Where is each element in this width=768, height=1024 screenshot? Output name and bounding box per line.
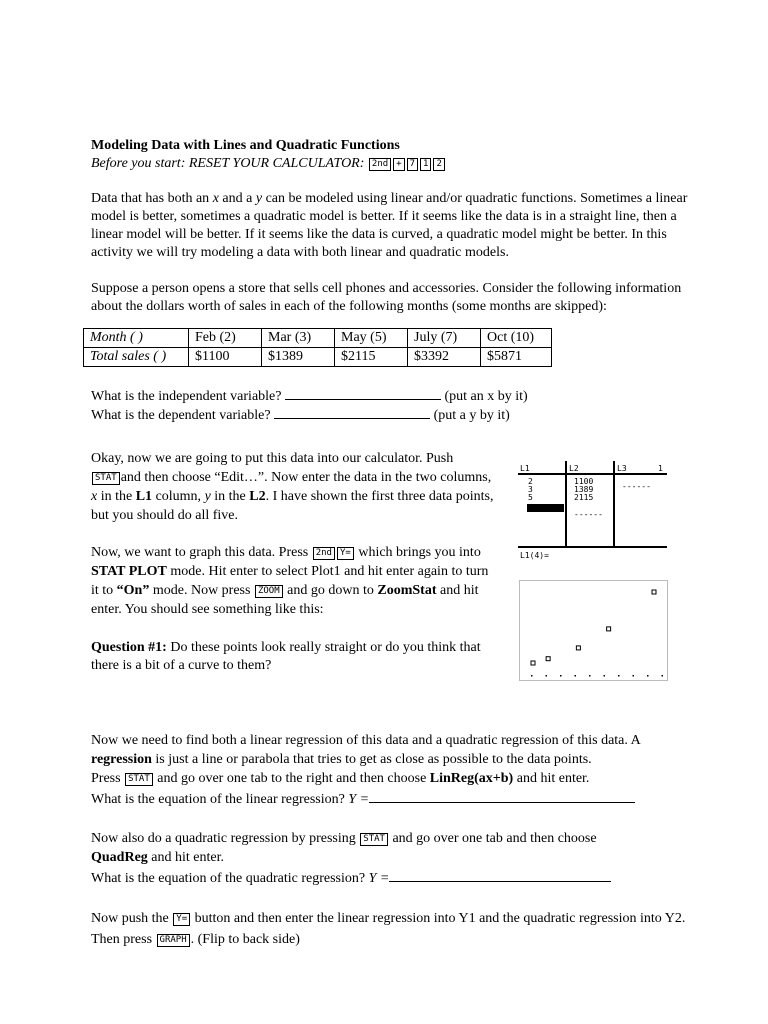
key-graph: GRAPH (157, 934, 190, 947)
key-stat: STAT (92, 472, 120, 485)
sales-cell: $1389 (262, 348, 335, 367)
key-7: 7 (407, 158, 418, 171)
scatter-plot-svg (519, 580, 668, 681)
axis-tick (662, 675, 664, 677)
month-cell: Mar (3) (262, 329, 335, 348)
scenario-paragraph: Suppose a person opens a store that sells cell phones and accessories. Consider the following information about the dollars worth of sales in each of the following months (some months are skipped): (91, 281, 682, 314)
month-cell: May (5) (335, 329, 408, 348)
month-label: Month ( ) (84, 329, 189, 348)
header-index: 1 (658, 464, 663, 473)
key-stat: STAT (125, 773, 153, 786)
key-zoom: ZOOM (255, 585, 283, 598)
sales-label: Total sales ( ) (84, 348, 189, 367)
cursor-cell (527, 504, 564, 512)
l2-value: 2115 (574, 493, 594, 502)
variable-questions (91, 387, 691, 425)
month-cell: July (7) (408, 329, 481, 348)
axis-tick (531, 675, 533, 677)
month-cell: Feb (2) (189, 329, 262, 348)
key-2nd: 2nd (369, 158, 391, 171)
axis-tick (575, 675, 577, 677)
axis-tick (633, 675, 635, 677)
intro-paragraph: Data that has both an x and a y can be modeled using linear and/or quadratic functions. Sometimes a linear model is better, sometimes a quadratic model is better. If it seems like the data is in a straight line, then a linear model will be better. If it seems like the data is curved, a quadratic model might be better. In this activity we will try modeling a data with both linear and quadratic models. (91, 191, 688, 260)
reset-instruction (91, 155, 691, 173)
sales-table (83, 328, 552, 367)
key-1: 1 (420, 158, 431, 171)
status-line: L1(4)= (520, 551, 549, 560)
l2-value: 1100 (574, 477, 594, 486)
table-row (84, 329, 552, 348)
quadratic-paragraph: Now also do a quadratic regression by pressing STAT and go over one tab and then choose QuadReg and hit enter. What is the equation of the quadratic regression? Y = (91, 829, 691, 888)
sales-cell: $3392 (408, 348, 481, 367)
dependent-blank[interactable] (274, 406, 430, 419)
final-paragraph: Now push the Y= button and then enter the linear regression into Y1 and the quadratic regression into Y2. Then press GRAPH . (Flip to back side) (91, 911, 686, 947)
page-title: Modeling Data with Lines and Quadratic Functions (91, 138, 400, 153)
sales-cell: $5871 (481, 348, 552, 367)
list-editor-svg (518, 461, 667, 561)
left-column (91, 449, 496, 675)
key-2: 2 (433, 158, 444, 171)
calculator-plot-screen (519, 580, 668, 681)
l1-value: 3 (528, 485, 533, 494)
quadratic-regression-blank[interactable] (389, 867, 611, 882)
linear-regression-blank[interactable] (369, 788, 635, 803)
axis-tick (618, 675, 620, 677)
regression-paragraph: Now we need to find both a linear regression of this data and a quadratic regression of this data. A regression is just a line or parabola that tries to get as close as possible to the data points. Press STAT and go over one tab to the right and then choose LinReg(ax+b) and hit enter. What is the equation of the linear regression? Y = (91, 733, 640, 807)
reset-text: Before you start: RESET YOUR CALCULATOR: (91, 156, 368, 171)
l2-placeholder: ------ (574, 510, 603, 519)
calculator-list-screen (518, 461, 667, 561)
key-y-equals: Y= (337, 547, 354, 560)
table-row (84, 348, 552, 367)
enter-data-paragraph: Okay, now we are going to put this data into our calculator. Push STAT and then choose “Edit…”. Now enter the data in the two columns, x in the L1 column, y in the L2. I have shown the first three data points, but you should do all five. (91, 451, 494, 523)
dependent-question: What is the dependent variable? (put a y by it) (91, 408, 510, 423)
question-1: Question #1: Do these points look really straight or do you think that there is a bit of a curve to them? (91, 640, 481, 673)
graph-paragraph: Now, we want to graph this data. Press 2nd Y= which brings you into STAT PLOT mode. Hit enter to select Plot1 and hit enter again to turn it to “On” mode. Now press ZOOM and go down to ZoomStat and hit enter. You should see something like this: (91, 545, 489, 617)
key-plus: + (393, 158, 404, 171)
l2-value: 1389 (574, 485, 594, 494)
axis-tick (546, 675, 548, 677)
l1-value: 5 (528, 493, 533, 502)
axis-tick (589, 675, 591, 677)
header-l2: L2 (569, 464, 579, 473)
sales-cell: $2115 (335, 348, 408, 367)
header-l3: L3 (617, 464, 627, 473)
independent-question: What is the independent variable? (put an x by it) (91, 389, 528, 404)
key-2nd: 2nd (313, 547, 335, 560)
header-l1: L1 (520, 464, 530, 473)
month-cell: Oct (10) (481, 329, 552, 348)
axis-tick (647, 675, 649, 677)
key-stat: STAT (360, 833, 388, 846)
l1-value: 2 (528, 477, 533, 486)
l3-placeholder: ------ (622, 482, 651, 491)
independent-blank[interactable] (285, 387, 441, 400)
axis-tick (604, 675, 606, 677)
axis-tick (560, 675, 562, 677)
sales-cell: $1100 (189, 348, 262, 367)
key-y-equals: Y= (173, 913, 190, 926)
